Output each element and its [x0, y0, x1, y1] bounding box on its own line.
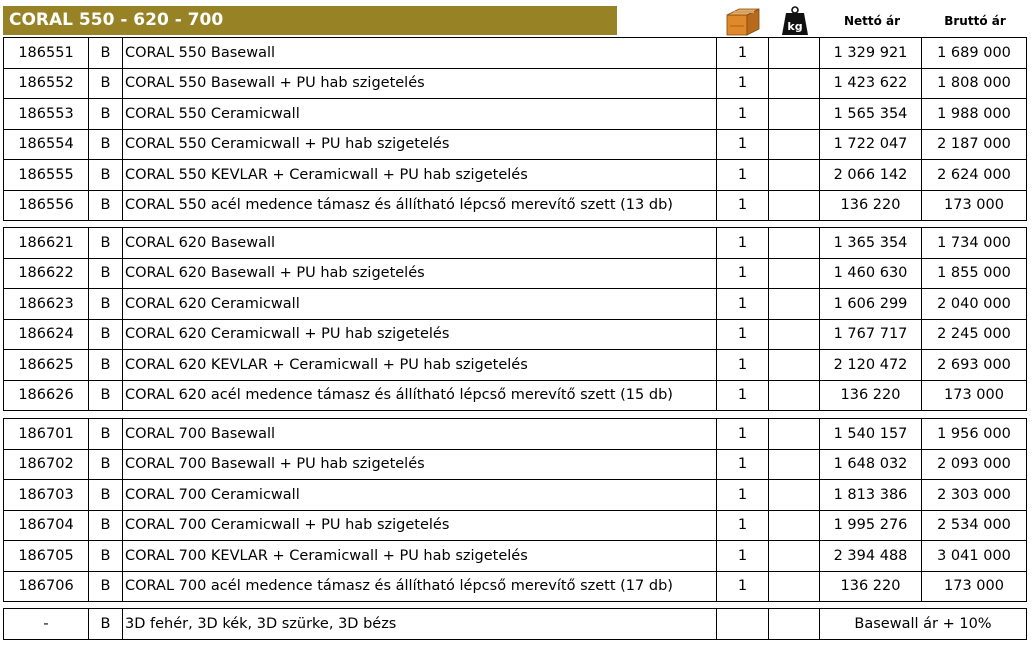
table-row	[4, 258, 1027, 289]
product-category: B	[89, 419, 123, 450]
product-category: B	[89, 609, 123, 640]
product-code: 186626	[4, 380, 89, 411]
quantity-cell: 1	[717, 571, 769, 602]
gross-price: 1 988 000	[922, 99, 1027, 130]
product-code: 186703	[4, 480, 89, 511]
product-name: CORAL 550 Basewall	[123, 38, 717, 69]
weight-cell	[769, 571, 820, 602]
net-price: 2 066 142	[820, 160, 922, 191]
product-name: CORAL 550 Ceramicwall + PU hab szigetelés	[123, 129, 717, 160]
product-category: B	[89, 571, 123, 602]
quantity-cell: 1	[717, 480, 769, 511]
product-category: B	[89, 319, 123, 350]
product-category: B	[89, 510, 123, 541]
weight-cell	[769, 68, 820, 99]
table-row	[4, 129, 1027, 160]
product-category: B	[89, 190, 123, 221]
net-price: 1 329 921	[820, 38, 922, 69]
product-code: 186623	[4, 289, 89, 320]
brutto-price-header: Bruttó ár	[944, 14, 1006, 28]
product-code: 186555	[4, 160, 89, 191]
product-name: CORAL 550 KEVLAR + Ceramicwall + PU hab szigetelés	[123, 160, 717, 191]
gross-price: 2 245 000	[922, 319, 1027, 350]
product-category: B	[89, 380, 123, 411]
net-price: 2 394 488	[820, 541, 922, 572]
product-name: CORAL 620 Basewall	[123, 228, 717, 259]
product-category: B	[89, 480, 123, 511]
table-row	[4, 190, 1027, 221]
product-code: 186622	[4, 258, 89, 289]
weight-cell	[769, 449, 820, 480]
gross-price: 2 040 000	[922, 289, 1027, 320]
quantity-cell: 1	[717, 228, 769, 259]
weight-cell	[769, 319, 820, 350]
table-row	[4, 228, 1027, 259]
quantity-cell: 1	[717, 99, 769, 130]
net-price: 1 813 386	[820, 480, 922, 511]
weight-cell	[769, 419, 820, 450]
product-name: CORAL 700 Basewall + PU hab szigetelés	[123, 449, 717, 480]
product-name: CORAL 620 KEVLAR + Ceramicwall + PU hab szigetelés	[123, 350, 717, 381]
product-name: CORAL 700 KEVLAR + Ceramicwall + PU hab szigetelés	[123, 541, 717, 572]
weight-cell	[769, 258, 820, 289]
product-category: B	[89, 541, 123, 572]
table-row	[4, 480, 1027, 511]
product-name: CORAL 620 acél medence támasz és állítható lépcső merevítő szett (15 db)	[123, 380, 717, 411]
net-price: 136 220	[820, 571, 922, 602]
box-icon	[725, 6, 755, 34]
page-title: CORAL 550 - 620 - 700	[3, 6, 617, 35]
product-table-coral-700	[3, 418, 1027, 602]
weight-cell	[769, 541, 820, 572]
net-price: 2 120 472	[820, 350, 922, 381]
gross-price: 173 000	[922, 380, 1027, 411]
net-price: 1 423 622	[820, 68, 922, 99]
net-price: 1 460 630	[820, 258, 922, 289]
weight-cell	[769, 190, 820, 221]
product-name: CORAL 550 Ceramicwall	[123, 99, 717, 130]
product-name: CORAL 700 Ceramicwall + PU hab szigetelés	[123, 510, 717, 541]
weight-cell	[769, 350, 820, 381]
product-code: 186625	[4, 350, 89, 381]
net-price: 136 220	[820, 190, 922, 221]
net-price: 1 722 047	[820, 129, 922, 160]
gross-price: 2 624 000	[922, 160, 1027, 191]
quantity-cell: 1	[717, 68, 769, 99]
net-price: 1 648 032	[820, 449, 922, 480]
weight-cell	[769, 160, 820, 191]
quantity-cell: 1	[717, 449, 769, 480]
weight-cell	[769, 38, 820, 69]
gross-price: 3 041 000	[922, 541, 1027, 572]
product-code: 186701	[4, 419, 89, 450]
net-price: 1 767 717	[820, 319, 922, 350]
table-row	[4, 510, 1027, 541]
table-row	[4, 571, 1027, 602]
quantity-cell: 1	[717, 350, 769, 381]
table-row	[4, 449, 1027, 480]
product-name: CORAL 550 acél medence támasz és állítható lépcső merevítő szett (13 db)	[123, 190, 717, 221]
product-name: CORAL 700 Basewall	[123, 419, 717, 450]
product-table-coral-620	[3, 227, 1027, 411]
color-option-table	[3, 608, 1027, 640]
product-category: B	[89, 38, 123, 69]
product-code: 186705	[4, 541, 89, 572]
gross-price: 2 693 000	[922, 350, 1027, 381]
table-row	[4, 350, 1027, 381]
quantity-cell: 1	[717, 289, 769, 320]
product-code: 186621	[4, 228, 89, 259]
table-row	[4, 68, 1027, 99]
netto-price-header: Nettó ár	[843, 14, 901, 28]
weight-cell	[769, 609, 820, 640]
gross-price: 2 303 000	[922, 480, 1027, 511]
kg-weight-icon	[780, 6, 810, 34]
product-category: B	[89, 99, 123, 130]
gross-price: 2 187 000	[922, 129, 1027, 160]
table-row	[4, 99, 1027, 130]
quantity-cell: 1	[717, 190, 769, 221]
weight-cell	[769, 510, 820, 541]
product-code: 186702	[4, 449, 89, 480]
table-row	[4, 609, 1027, 640]
quantity-cell: 1	[717, 541, 769, 572]
product-category: B	[89, 449, 123, 480]
product-name: CORAL 620 Ceramicwall	[123, 289, 717, 320]
product-code: 186554	[4, 129, 89, 160]
net-price: 1 565 354	[820, 99, 922, 130]
svg-text:kg: kg	[787, 20, 803, 33]
table-row	[4, 380, 1027, 411]
product-table-coral-550	[3, 37, 1027, 221]
gross-price: 1 689 000	[922, 38, 1027, 69]
product-category: B	[89, 350, 123, 381]
weight-cell	[769, 380, 820, 411]
quantity-cell: 1	[717, 129, 769, 160]
table-row	[4, 160, 1027, 191]
net-price: 136 220	[820, 380, 922, 411]
quantity-cell	[717, 609, 769, 640]
table-row	[4, 419, 1027, 450]
product-category: B	[89, 228, 123, 259]
weight-cell	[769, 99, 820, 130]
product-category: B	[89, 289, 123, 320]
quantity-cell: 1	[717, 258, 769, 289]
product-name: CORAL 620 Basewall + PU hab szigetelés	[123, 258, 717, 289]
gross-price: 2 093 000	[922, 449, 1027, 480]
product-name: CORAL 550 Basewall + PU hab szigetelés	[123, 68, 717, 99]
product-code: 186552	[4, 68, 89, 99]
quantity-cell: 1	[717, 510, 769, 541]
gross-price: 173 000	[922, 571, 1027, 602]
net-price: 1 540 157	[820, 419, 922, 450]
quantity-cell: 1	[717, 319, 769, 350]
gross-price: 2 534 000	[922, 510, 1027, 541]
weight-cell	[769, 129, 820, 160]
product-category: B	[89, 68, 123, 99]
gross-price: 1 956 000	[922, 419, 1027, 450]
product-code: 186624	[4, 319, 89, 350]
table-row	[4, 38, 1027, 69]
net-price: 1 995 276	[820, 510, 922, 541]
table-row	[4, 289, 1027, 320]
price-note: Basewall ár + 10%	[820, 609, 1027, 640]
table-row	[4, 319, 1027, 350]
gross-price: 1 855 000	[922, 258, 1027, 289]
product-name: CORAL 620 Ceramicwall + PU hab szigetelés	[123, 319, 717, 350]
product-category: B	[89, 258, 123, 289]
product-name: CORAL 700 Ceramicwall	[123, 480, 717, 511]
weight-cell	[769, 228, 820, 259]
quantity-cell: 1	[717, 38, 769, 69]
table-row	[4, 541, 1027, 572]
product-code: 186556	[4, 190, 89, 221]
product-code: 186706	[4, 571, 89, 602]
gross-price: 1 734 000	[922, 228, 1027, 259]
product-code: -	[4, 609, 89, 640]
product-category: B	[89, 129, 123, 160]
weight-cell	[769, 289, 820, 320]
weight-cell	[769, 480, 820, 511]
product-code: 186704	[4, 510, 89, 541]
product-category: B	[89, 160, 123, 191]
quantity-cell: 1	[717, 419, 769, 450]
product-name: CORAL 700 acél medence támasz és állítható lépcső merevítő szett (17 db)	[123, 571, 717, 602]
quantity-cell: 1	[717, 380, 769, 411]
gross-price: 1 808 000	[922, 68, 1027, 99]
gross-price: 173 000	[922, 190, 1027, 221]
net-price: 1 365 354	[820, 228, 922, 259]
product-code: 186553	[4, 99, 89, 130]
product-code: 186551	[4, 38, 89, 69]
net-price: 1 606 299	[820, 289, 922, 320]
product-name: 3D fehér, 3D kék, 3D szürke, 3D bézs	[123, 609, 717, 640]
quantity-cell: 1	[717, 160, 769, 191]
